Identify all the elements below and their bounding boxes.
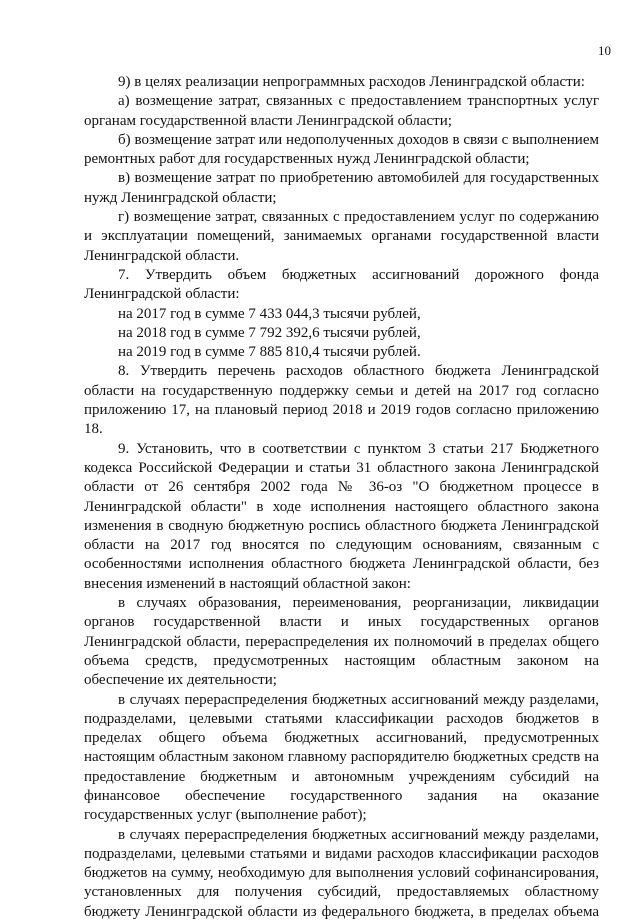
paragraph-section-7: 7. Утвердить объем бюджетных ассигнований дорожного фонда Ленинградской области: [84, 266, 599, 303]
amount-line-2019: на 2019 год в сумме 7 885 810,4 тысячи рублей. [118, 344, 421, 361]
paragraph-item-9v: в) возмещение затрат по приобретению автомобилей для государственных нужд Ленинградской области; [84, 170, 599, 206]
paragraph-item-9g: г) возмещение затрат, связанных с предоставлением услуг по содержанию и эксплуатации помещений, занимаемых органами государственной власти Ленинградской области. [84, 209, 599, 264]
amount-line-2017: на 2017 год в сумме 7 433 044,3 тысячи рублей, [118, 305, 421, 322]
paragraph-section-8: 8. Утвердить перечень расходов областного бюджета Ленинградской области на государственную поддержку семьи и детей на 2017 год согласно приложению 17, на плановый период 2018 и 2019 годов согласно приложению 18. [84, 363, 599, 438]
paragraph-case-cofinancing: в случаях перераспределения бюджетных ассигнований между разделами, подразделами, целевыми статьями и видами расходов классификации расходов бюджетов на сумму, необходимую для выполнения условий софинансирования, установленных для получения субсидий, предоставляемых областному бюджету Ленинградской области из федерального бюджета, в пределах объема [84, 826, 599, 920]
paragraph-case-reorganization: в случаях образования, переименования, реорганизации, ликвидации органов государственной власти и иных государственных органов Ленинградской области, перераспределения их полномочий в пределах общего объема средств, предусмотренных настоящим областным законом на обеспечение их деятельности; [84, 595, 599, 689]
page-number: 10 [598, 43, 611, 58]
paragraph-section-9: 9. Установить, что в соответствии с пунктом 3 статьи 217 Бюджетного кодекса Российской Федерации и статьи 31 областного закона Ленинградской области от 26 сентября 2002 года № 36-оз "О бюджетном процессе в Ленинградской области" в ходе исполнения настоящего областного закона изменения в сводную бюджетную роспись областного бюджета Ленинградской области на 2017 год вносятся по следующим основаниям, связанным с особенностями исполнения областного бюджета Ленинградской области, без внесения изменений в настоящий областной закон: [84, 440, 599, 592]
amount-line-2018: на 2018 год в сумме 7 792 392,6 тысячи рублей, [118, 324, 421, 341]
paragraph-item-9b: б) возмещение затрат или недополученных доходов в связи с выполнением ремонтных работ для государственных нужд Ленинградской области; [84, 131, 599, 168]
paragraph-case-state-assignment: в случаях перераспределения бюджетных ассигнований между разделами, подразделами, целевыми статьями классификации расходов бюджетов в пределах общего объема бюджетных ассигнований, предусмотренных настоящим областным законом главному распорядителю бюджетных средств на предоставление бюджетным и автономным учреждениям субсидий на финансовое обеспечение государственного задания на оказание государственных услуг (выполнение работ); [84, 691, 599, 824]
document-body [84, 73, 599, 922]
paragraph-item-9a: а) возмещение затрат, связанных с предоставлением транспортных услуг органам государственной власти Ленинградской области; [84, 93, 599, 129]
paragraph-item-9: 9) в целях реализации непрограммных расходов Ленинградской области: [118, 74, 585, 90]
